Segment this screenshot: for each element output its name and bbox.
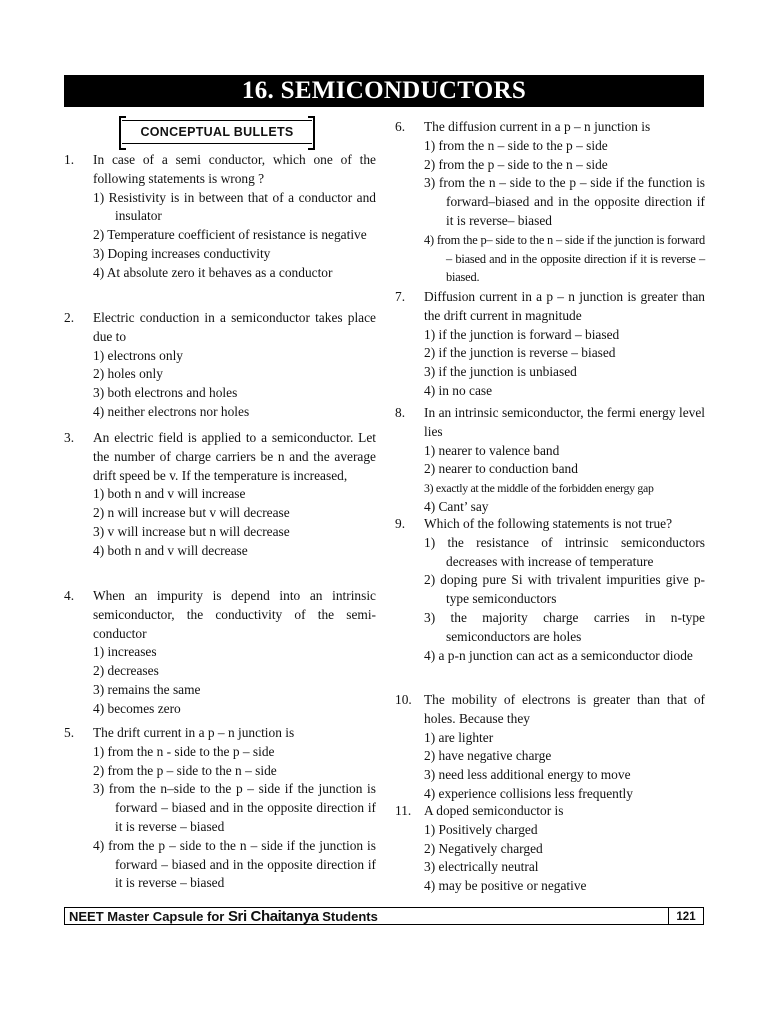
question-stem: In case of a semi conductor, which one of the following statements is wrong ? <box>93 152 376 186</box>
option: 4) Cant’ say <box>424 498 489 514</box>
option: 4) becomes zero <box>93 700 181 716</box>
question-stem: Diffusion current in a p – n junction is greater than the drift current in magnitude <box>424 289 705 323</box>
option: 1) are lighter <box>424 729 494 745</box>
question-2 <box>64 309 376 422</box>
question-stem: Which of the following statements is not true? <box>424 516 673 531</box>
option: 3) v will increase but n will decrease <box>93 523 290 539</box>
option: 4) in no case <box>424 382 493 398</box>
question-stem: The mobility of electrons is greater than that of holes. Because they <box>424 692 705 726</box>
question-number: 7. <box>395 289 406 304</box>
question-6 <box>395 118 705 287</box>
option: 1) the resistance of intrinsic semiconductors decreases with increase of temperature <box>424 534 705 569</box>
option: 3) the majority charge carries in n-type semiconductors are holes <box>424 609 705 644</box>
option: 1) from the n - side to the p – side <box>93 743 275 759</box>
question-number: 3. <box>64 430 75 445</box>
question-8 <box>395 404 705 517</box>
question-7 <box>395 288 705 401</box>
question-number: 8. <box>395 405 406 420</box>
question-number: 1. <box>64 152 75 167</box>
question-number: 11. <box>395 803 412 818</box>
option: 2) if the junction is reverse – biased <box>424 345 616 361</box>
option: 3) remains the same <box>93 681 201 697</box>
option: 3) from the n–side to the p – side if the junction is forward – biased and in the opposite direction if it is reverse – biased <box>93 781 376 834</box>
question-stem: The drift current in a p – n junction is <box>93 725 295 740</box>
option: 1) increases <box>93 644 157 660</box>
option: 2) nearer to conduction band <box>424 461 578 477</box>
question-stem: An electric field is applied to a semiconductor. Let the number of charge carriers be n and the average drift speed be v. If the temperature is increased, <box>93 430 376 483</box>
question-number: 4. <box>64 588 75 603</box>
option: 3) both electrons and holes <box>93 385 238 401</box>
option: 2) decreases <box>93 663 159 679</box>
question-stem: In an intrinsic semiconductor, the fermi energy level lies <box>424 405 705 439</box>
option: 2) from the p – side to the n – side <box>424 156 608 172</box>
question-number: 10. <box>395 692 412 707</box>
question-number: 2. <box>64 310 75 325</box>
option: 2) n will increase but v will decrease <box>93 505 290 521</box>
option: 4) may be positive or negative <box>424 878 587 894</box>
question-stem: When an impurity is depend into an intrinsic semiconductor, the conductivity of the semi-conductor <box>93 588 376 641</box>
question-11 <box>395 802 705 896</box>
option: 1) if the junction is forward – biased <box>424 326 620 342</box>
option: 3) if the junction is unbiased <box>424 364 577 380</box>
option: 1) Positively charged <box>424 821 538 837</box>
question-stem: The diffusion current in a p – n junction is <box>424 119 651 134</box>
page-footer <box>64 907 704 925</box>
option: 1) electrons only <box>93 347 183 363</box>
option: 4) neither electrons nor holes <box>93 403 250 419</box>
option: 4) from the p – side to the n – side if the junction is forward – biased and in the opposite direction if it is reverse – biased <box>93 837 376 891</box>
question-number: 5. <box>64 725 75 740</box>
option: 3) from the n – side to the p – side if the function is forward–biased and in the opposite direction if it is reverse– biased <box>424 175 705 228</box>
page-number: 121 <box>668 908 703 924</box>
option: 1) nearer to valence band <box>424 442 560 458</box>
question-number: 9. <box>395 516 406 531</box>
option: 2) from the p – side to the n – side <box>93 762 277 778</box>
option: 4) a p-n junction can act as a semiconductor diode <box>424 647 693 663</box>
option: 2) Temperature coefficient of resistance is negative <box>93 227 367 243</box>
question-4 <box>64 587 376 719</box>
section-label: CONCEPTUAL BULLETS <box>122 120 312 144</box>
footer-text <box>69 908 378 926</box>
question-10 <box>395 691 705 804</box>
option: 3) need less additional energy to move <box>424 767 631 783</box>
page-title: 16. SEMICONDUCTORS <box>64 75 704 107</box>
option: 1) both n and v will increase <box>93 486 246 502</box>
option: 2) holes only <box>93 366 163 382</box>
option: 2) Negatively charged <box>424 840 543 856</box>
option: 2) have negative charge <box>424 748 552 764</box>
question-number: 6. <box>395 119 406 134</box>
option: 4) At absolute zero it behaves as a conductor <box>93 264 333 280</box>
question-stem: Electric conduction in a semiconductor takes place due to <box>93 310 376 344</box>
option: 3) Doping increases conductivity <box>93 245 271 261</box>
question-5 <box>64 724 376 893</box>
option: 4) from the p– side to the n – side if the junction is forward – biased and in the opposite direction if it is reverse – biased. <box>424 232 705 285</box>
option: 1) from the n – side to the p – side <box>424 137 608 153</box>
option: 4) both n and v will decrease <box>93 542 248 558</box>
question-9 <box>395 515 705 665</box>
footer-brand: Sri Chaitanya <box>227 908 319 925</box>
option: 3) electrically neutral <box>424 859 539 875</box>
option: 1) Resistivity is in between that of a conductor and insulator <box>93 189 376 224</box>
option: 2) doping pure Si with trivalent impurities give p-type semiconductors <box>424 572 705 607</box>
footer-prefix: NEET Master Capsule for <box>69 909 228 924</box>
option: 3) exactly at the middle of the forbidden energy gap <box>424 481 654 496</box>
footer-suffix: Students <box>318 909 378 924</box>
question-3 <box>64 429 376 561</box>
question-1 <box>64 151 376 283</box>
option: 4) experience collisions less frequently <box>424 785 633 801</box>
question-stem: A doped semiconductor is <box>424 803 564 818</box>
